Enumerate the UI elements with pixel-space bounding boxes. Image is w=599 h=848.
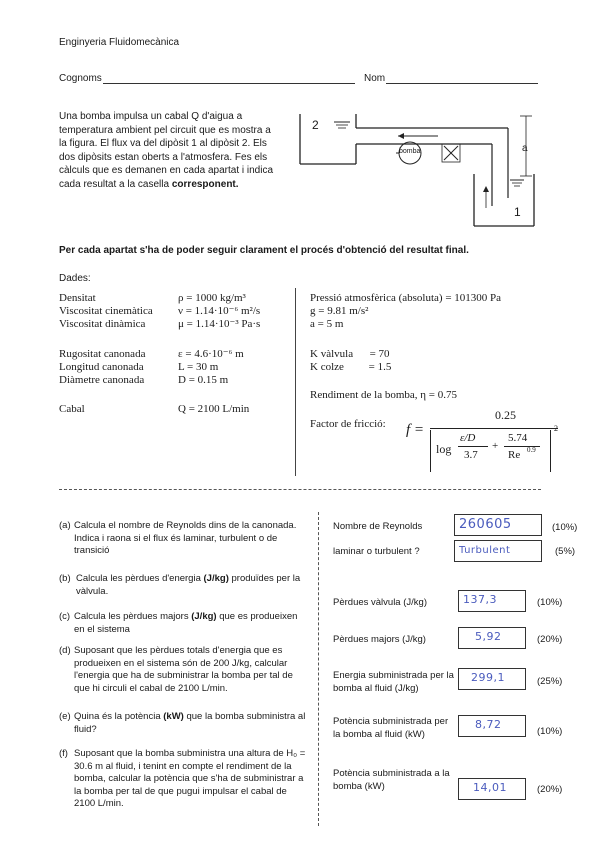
answer-value-valve-loss: 137,3 [463,593,497,606]
data-gravity: g = 9.81 m/s² [310,305,369,317]
question-b-unit: (J/kg) [203,573,229,584]
formula-numerator: 0.25 [495,408,516,422]
answer-box-reynolds[interactable] [454,514,542,536]
data-value-longitud: L = 30 m [178,361,219,373]
friction-label: Factor de fricció: [310,418,386,430]
data-value-densitat: ρ = 1000 kg/m³ [178,292,246,304]
nom-line[interactable] [386,83,538,84]
formula-c574: 5.74 [508,432,528,444]
answer-value-regime: Turbulent [459,545,511,556]
data-k-valvula: K vàlvula = 70 [310,348,390,360]
formula-log: log [436,442,452,456]
answer-weight-pump-power: (20%) [537,784,563,795]
answer-label-major-loss: Pèrdues majors (J/kg) [333,634,426,645]
question-b-id: (b) [59,573,71,584]
data-patm: Pressió atmosfèrica (absoluta) = 101300 Pa [310,292,502,304]
formula-plus: + [492,440,499,452]
question-e-unit: (kW) [163,711,184,722]
pump-label: bomba [399,148,421,155]
answer-weight-major-loss: (20%) [537,634,563,645]
question-c-text-2: que es produeixen en el sistema [74,611,298,635]
question-c-text [74,611,302,636]
tank-2-label: 2 [312,118,319,132]
formula-eps-d: ε/D [460,432,476,444]
nom-label: Nom [364,73,386,84]
answer-value-reynolds: 260605 [459,517,512,532]
cognoms-label: Cognoms [59,73,102,84]
question-a-text: Calcula el nombre de Reynolds dins de la canonada. Indica i raona si el flux és laminar, turbulent o de transició [74,520,297,556]
formula-re-exp: 0.9 [527,446,536,454]
question-e-id: (e) [59,711,71,722]
instruction-bold: corresponent. [171,178,239,190]
question-d-text: Suposant que les pèrdues totals d'energia que es produeixen en el sistema són de 200 J/kg, calcular l'energia que ha de subministrar la bomba per tal de que hi circuli el cabal de 2100 L/min. [74,645,293,694]
answer-weight-valve-loss: (10%) [537,597,563,608]
question-b-text [76,573,304,598]
data-label-rugositat: Rugositat canonada [59,348,146,360]
data-k-colze: K colze = 1.5 [310,361,392,373]
intro-text: Una bomba impulsa un cabal Q d'aigua a temperatura ambient pel circuit que es mostra a la figura. El flux va del dipòsit 1 al dipòsit 2. Els dos dipòsits estan oberts a l'atmosfera. [59,111,271,163]
cognoms-line[interactable] [103,83,355,84]
data-heading: Dades: [59,273,91,284]
bracket-right [550,430,553,472]
question-f-text: Suposant que la bomba subministra una altura de H₀ = 30.6 m al fluid, i tenint en compte el rendiment de la bomba, calcular la potència que s'ha de subministrar a la bomba per tal de que pugui impulsar el cabal de 2100 L/min. [74,748,306,809]
formula-re: Re [508,449,521,461]
formula-f: f = [406,422,425,438]
inner-bar-1 [458,446,488,447]
data-value-diametre: D = 0.15 m [178,374,229,386]
tank-1-label: 1 [514,205,521,219]
data-height-a: a = 5 m [310,318,344,330]
data-rendiment: Rendiment de la bomba, η = 0.75 [310,389,457,401]
answer-box-regime[interactable] [454,540,542,562]
formula-c37: 3.7 [464,449,478,461]
data-value-visc-cin: ν = 1.14·10⁻⁶ m²/s [178,305,261,317]
dimension-label: a [522,143,528,154]
circuit-diagram [298,108,538,233]
answer-box-pump-power[interactable] [458,778,526,800]
data-value-cabal: Q = 2100 L/min [178,403,250,415]
question-c-id: (c) [59,611,71,622]
bracket-left [430,430,433,472]
question-e-text [74,711,306,736]
formula-square: 2 [554,424,558,433]
question-a-id: (a) [59,520,71,531]
data-label-visc-din: Viscositat dinàmica [59,318,146,330]
procedure-note: Per cada apartat s'ha de poder seguir clarament el procés d'obtenció del resultat final. [59,245,469,256]
data-value-rugositat: ε = 4.6·10⁻⁶ m [178,348,244,360]
data-label-cabal: Cabal [59,403,85,415]
answer-label-regime: laminar o turbulent ? [333,546,420,557]
question-e-text-1: Quina és la potència [74,711,164,722]
answer-weight-reynolds: (10%) [552,522,578,533]
answer-value-major-loss: 5,92 [475,630,502,643]
question-c-unit: (J/kg) [191,611,217,622]
answer-box-pump-energy[interactable] [458,668,526,690]
answer-label-reynolds: Nombre de Reynolds [333,521,423,532]
answer-label-valve-loss: Pèrdues vàlvula (J/kg) [333,597,427,608]
question-c-text-1: Calcula les pèrdues majors [74,611,192,622]
answer-value-pump-power: 14,01 [473,781,507,794]
answer-box-fluid-power[interactable] [458,715,526,737]
data-label-diametre: Diàmetre canonada [59,374,145,386]
fraction-bar [430,428,558,429]
answers-divider [318,512,319,826]
data-value-visc-din: μ = 1.14·10⁻³ Pa·s [178,318,261,330]
section-divider [59,489,541,490]
question-f-id: (f) [59,748,68,759]
data-label-visc-cin: Viscositat cinemàtica [59,305,153,317]
question-e-text-2: que la bomba subministra al fluid? [74,711,306,735]
question-d-id: (d) [59,645,71,656]
data-divider [295,288,296,476]
question-b-text-2: produïdes per la vàlvula. [76,573,301,597]
answer-weight-regime: (5%) [555,546,576,557]
answer-value-fluid-power: 8,72 [475,718,502,731]
answer-box-valve-loss[interactable] [458,590,526,612]
answer-weight-fluid-power: (10%) [537,726,563,737]
answer-box-major-loss[interactable] [458,627,526,649]
friction-formula [400,408,570,478]
data-label-longitud: Longitud canonada [59,361,144,373]
course-title: Enginyeria Fluidomecànica [59,37,180,48]
problem-statement [59,110,274,191]
answer-value-pump-energy: 299,1 [471,671,505,684]
question-b-text-1: Calcula les pèrdues d'energia [76,573,204,584]
answer-weight-pump-energy: (25%) [537,676,563,687]
data-label-densitat: Densitat [59,292,96,304]
answer-label-fluid-power: Potència subministrada per la bomba al fluid (kW) [333,716,449,740]
instruction-text: Fes els càlculs que es demanen en cada apartat i indica cada resultat a la casella [59,151,274,190]
answer-label-pump-power: Potència subministrada a la bomba (kW) [333,768,450,792]
answer-label-pump-energy: Energia subministrada per la bomba al fluid (J/kg) [333,670,454,694]
